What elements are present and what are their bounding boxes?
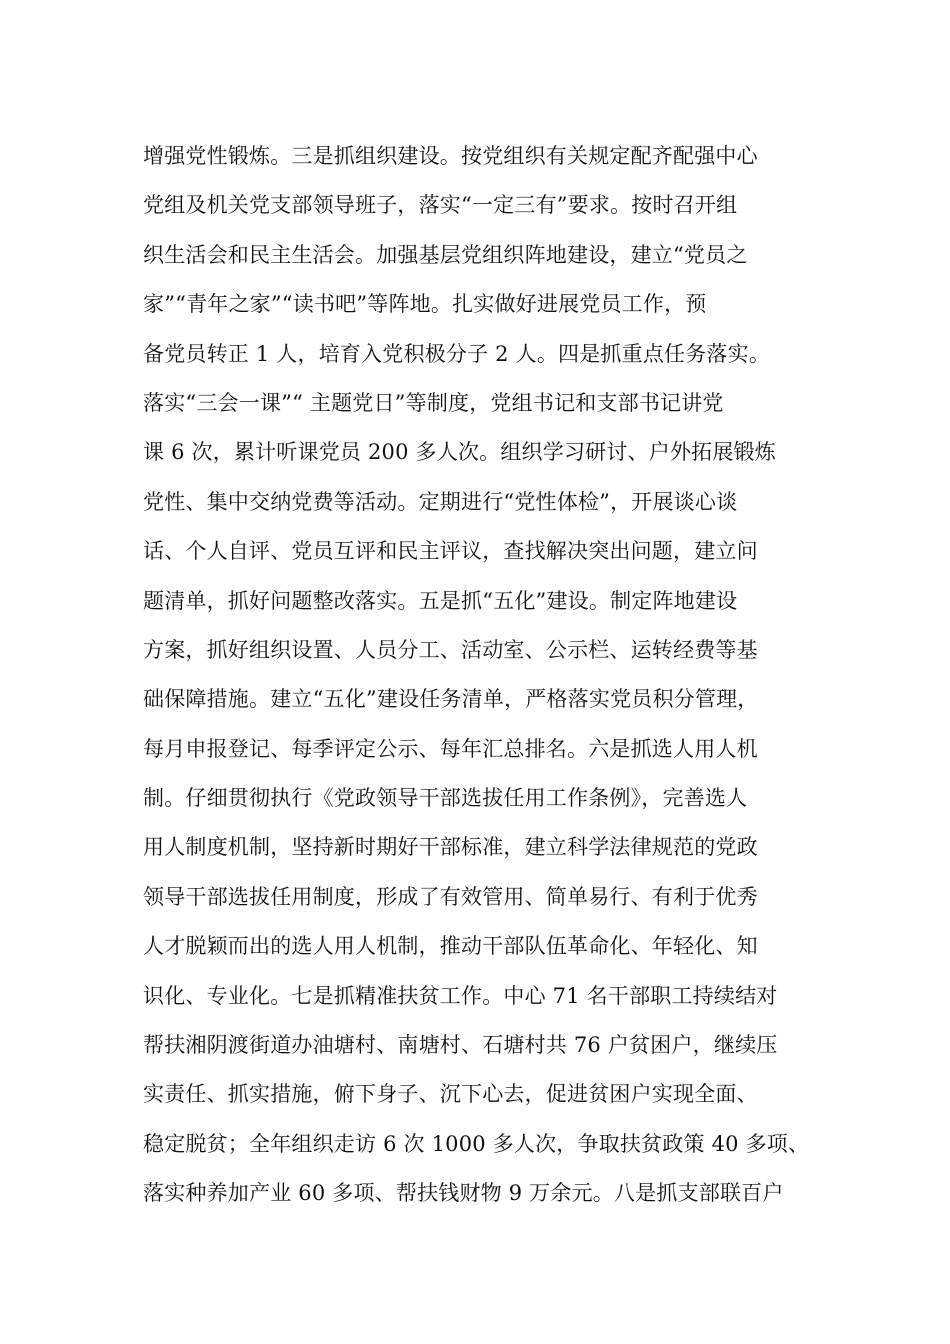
text-line: 领导干部选拔任用制度，形成了有效管用、简单易行、有利于优秀 [143, 884, 758, 909]
text-line: 落实种养加产业 60 多项、帮扶钱财物 9 万余元。八是抓支部联百户 [143, 1181, 784, 1206]
text-line: 落实“三会一课”“ 主题党日”等制度，党组书记和支部书记讲党 [143, 390, 724, 415]
text-line: 党组及机关党支部领导班子，落实“一定三有”要求。按时召开组 [143, 193, 738, 218]
text-line: 增强党性锻炼。三是抓组织建设。按党组织有关规定配齐配强中心 [143, 144, 758, 168]
text-line: 制。仔细贯彻执行《党政领导干部选拔任用工作条例》，完善选人 [143, 786, 748, 811]
text-line: 家”“青年之家”“读书吧”等阵地。扎实做好进展党员工作，预 [143, 292, 707, 317]
text-line: 每月申报登记、每季评定公示、每年汇总排名。六是抓选人用人机 [143, 736, 758, 761]
text-line: 帮扶湘阴渡街道办油塘村、南塘村、石塘村共 76 户贫困户，继续压 [143, 1033, 778, 1058]
text-line: 课 6 次，累计听课党员 200 多人次。组织学习研讨、户外拓展锻炼 [143, 440, 776, 465]
text-line: 话、个人自评、党员互评和民主评议，查找解决突出问题，建立问 [143, 539, 758, 564]
text-line: 备党员转正 1 人，培育入党积极分子 2 人。四是抓重点任务落实。 [143, 341, 771, 366]
text-line: 用人制度机制，坚持新时期好干部标准，建立科学法律规范的党政 [143, 835, 758, 860]
text-line: 方案，抓好组织设置、人员分工、活动室、公示栏、运转经费等基 [143, 637, 758, 662]
text-line: 稳定脱贫；全年组织走访 6 次 1000 多人次，争取扶贫政策 40 多项、 [143, 1131, 810, 1156]
text-line: 党性、集中交纳党费等活动。定期进行“党性体检”，开展谈心谈 [143, 489, 738, 514]
text-line: 实责任、抓实措施，俯下身子、沉下心去，促进贫困户实现全面、 [143, 1082, 758, 1107]
text-line: 识化、专业化。七是抓精准扶贫工作。中心 71 名干部职工持续结对 [143, 983, 778, 1008]
body-text [143, 132, 843, 1219]
text-line: 题清单，抓好问题整改落实。五是抓“五化”建设。制定阵地建设 [143, 588, 738, 613]
text-line: 人才脱颖而出的选人用人机制，推动干部队伍革命化、年轻化、知 [143, 934, 758, 959]
text-line: 础保障措施。建立“五化”建设任务清单，严格落实党员积分管理， [143, 687, 759, 712]
text-line: 织生活会和民主生活会。加强基层党组织阵地建设，建立“党员之 [143, 242, 748, 267]
